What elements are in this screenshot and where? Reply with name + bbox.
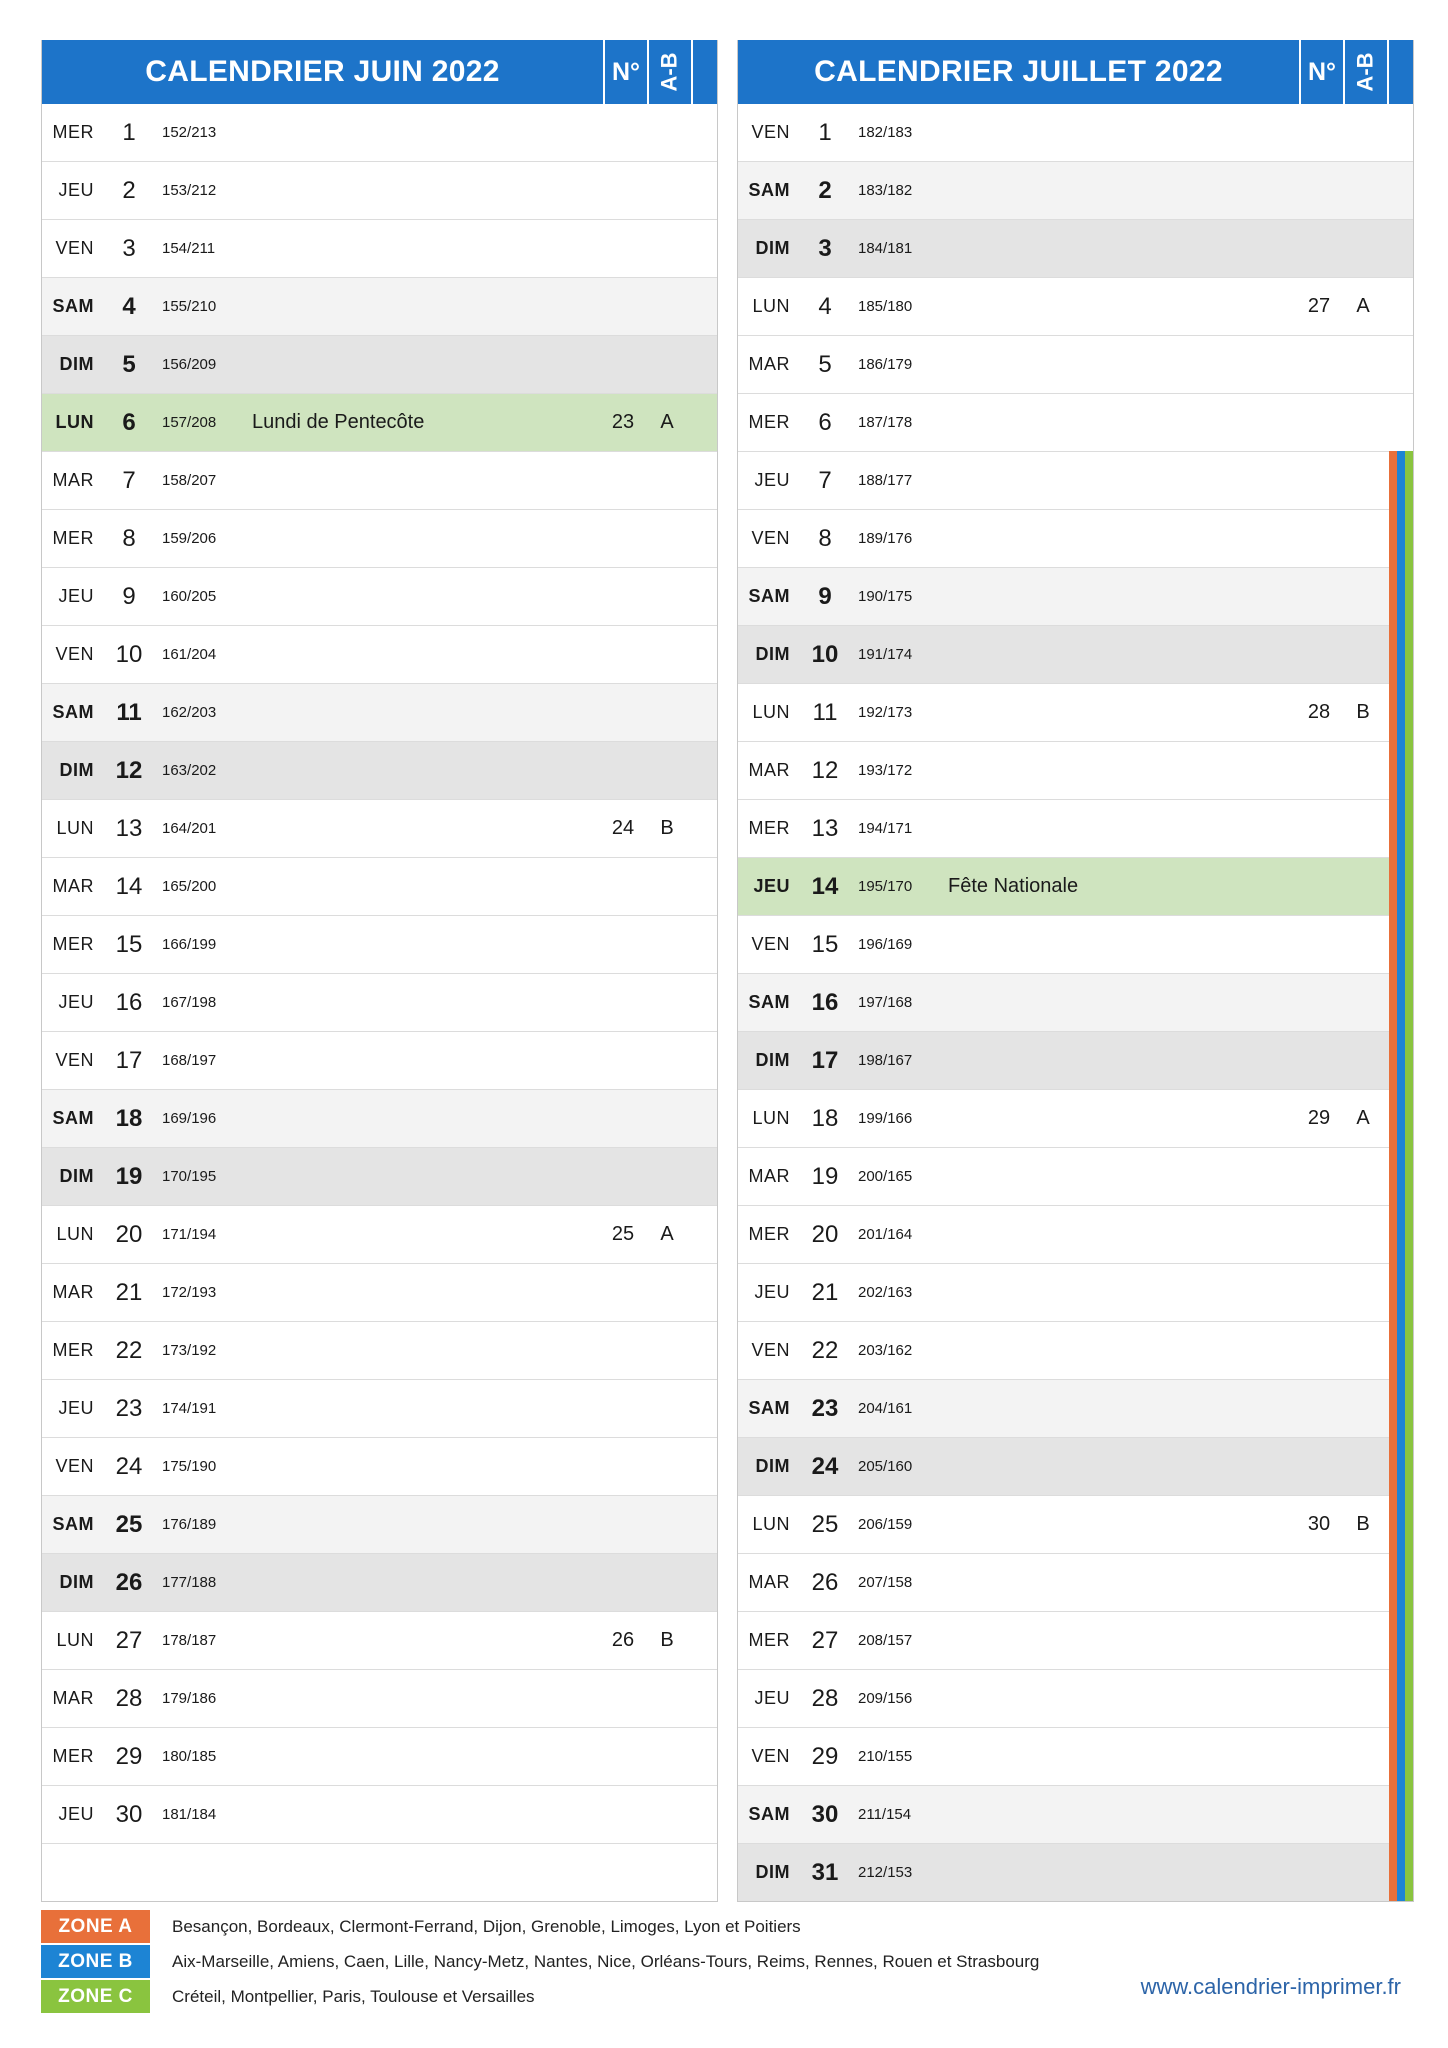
day-number: 9 (818, 583, 832, 610)
day-name: JEU (753, 876, 790, 896)
day-of-year: 167/198 (162, 994, 217, 1011)
day-row (42, 567, 717, 625)
day-row (738, 567, 1413, 625)
day-name: JEU (58, 1398, 94, 1418)
day-name: SAM (52, 1108, 94, 1128)
day-row (42, 1263, 717, 1321)
day-number: 29 (115, 1743, 143, 1770)
day-of-year: 164/201 (162, 820, 217, 837)
day-number: 23 (811, 1395, 839, 1422)
day-row (42, 277, 717, 335)
day-number: 11 (116, 699, 142, 726)
day-row (42, 219, 717, 277)
day-name: LUN (55, 412, 94, 432)
day-number: 20 (115, 1221, 143, 1248)
day-number: 17 (115, 1047, 143, 1074)
day-of-year: 169/196 (162, 1110, 217, 1127)
day-row (738, 277, 1413, 335)
day-of-year: 160/205 (162, 588, 217, 605)
day-number: 22 (811, 1337, 839, 1364)
day-number: 25 (811, 1511, 839, 1538)
day-number: 31 (811, 1859, 839, 1886)
day-number: 5 (818, 351, 832, 378)
day-number: 7 (122, 467, 136, 494)
day-row (42, 799, 717, 857)
day-of-year: 178/187 (162, 1632, 217, 1649)
day-of-year: 195/170 (858, 878, 913, 895)
day-row (738, 1031, 1413, 1089)
day-name: VEN (55, 238, 94, 258)
day-row (738, 1205, 1413, 1263)
day-name: DIM (755, 238, 790, 258)
day-number: 15 (811, 931, 839, 958)
day-row (42, 1727, 717, 1785)
day-of-year: 210/155 (858, 1748, 913, 1765)
day-number: 12 (115, 757, 143, 784)
day-of-year: 182/183 (858, 124, 913, 141)
day-of-year: 153/212 (162, 182, 217, 199)
day-number: 24 (811, 1453, 839, 1480)
day-row (738, 509, 1413, 567)
day-of-year: 154/211 (162, 240, 216, 257)
day-row (42, 1089, 717, 1147)
day-row (738, 1785, 1413, 1843)
day-of-year: 186/179 (858, 356, 913, 373)
day-number: 7 (818, 467, 832, 494)
school-holiday-zones (1389, 451, 1413, 1901)
day-row (42, 161, 717, 219)
day-name: JEU (754, 470, 790, 490)
day-of-year: 171/194 (162, 1226, 217, 1243)
day-name: LUN (752, 1514, 790, 1534)
zone-b-row (41, 1945, 1039, 1978)
day-row (42, 335, 717, 393)
day-row (738, 973, 1413, 1031)
week-ab: B (1356, 1513, 1370, 1535)
day-row (42, 451, 717, 509)
day-row (738, 451, 1413, 509)
day-number: 14 (115, 873, 143, 900)
week-number: 26 (611, 1629, 635, 1651)
day-of-year: 198/167 (858, 1052, 913, 1069)
day-number: 13 (115, 815, 143, 842)
day-number: 27 (811, 1627, 839, 1654)
day-name: SAM (52, 1514, 94, 1534)
day-name: MER (52, 934, 94, 954)
week-ab: A (660, 1223, 674, 1245)
day-row (42, 625, 717, 683)
day-number: 6 (122, 409, 136, 436)
day-name: VEN (55, 1456, 94, 1476)
website-link[interactable]: www.calendrier-imprimer.fr (1140, 1974, 1401, 1999)
day-name: JEU (754, 1282, 790, 1302)
day-row (42, 509, 717, 567)
day-name: MAR (52, 470, 94, 490)
day-name: LUN (56, 1630, 94, 1650)
zone-c-row (41, 1980, 535, 2013)
day-number: 25 (115, 1511, 143, 1538)
day-number: 3 (818, 235, 832, 262)
day-name: MER (748, 1630, 790, 1650)
zone-a-row (41, 1910, 801, 1943)
day-name: DIM (59, 354, 94, 374)
calendar-june (41, 40, 718, 1902)
day-number: 21 (811, 1279, 839, 1306)
day-of-year: 161/204 (162, 646, 217, 663)
day-row (42, 1495, 717, 1553)
day-name: VEN (751, 122, 790, 142)
day-number: 2 (818, 177, 832, 204)
day-name: VEN (55, 644, 94, 664)
day-list (42, 104, 717, 1901)
holiday-label: Fête Nationale (948, 875, 1079, 897)
zone-b-stripe (1397, 451, 1405, 1901)
day-of-year: 202/163 (858, 1284, 913, 1301)
day-row (738, 741, 1413, 799)
day-number: 1 (818, 119, 832, 146)
day-number: 16 (115, 989, 143, 1016)
week-number-header: N° (603, 40, 647, 104)
day-row (42, 1611, 717, 1669)
day-number: 3 (122, 235, 136, 262)
day-name: MER (52, 528, 94, 548)
day-name: MAR (748, 1166, 790, 1186)
day-row (738, 1089, 1413, 1147)
day-of-year: 185/180 (858, 298, 913, 315)
day-name: LUN (752, 702, 790, 722)
day-row (738, 1147, 1413, 1205)
day-of-year: 180/185 (162, 1748, 217, 1765)
day-row (738, 335, 1413, 393)
day-of-year: 158/207 (162, 472, 217, 489)
day-name: MAR (748, 760, 790, 780)
day-of-year: 200/165 (858, 1168, 913, 1185)
day-row (42, 1669, 717, 1727)
day-number: 2 (122, 177, 136, 204)
day-name: DIM (755, 1456, 790, 1476)
day-number: 24 (115, 1453, 143, 1480)
day-name: SAM (748, 992, 790, 1012)
zone-a-stripe (1389, 451, 1397, 1901)
ab-header (1343, 40, 1389, 104)
day-row (738, 1553, 1413, 1611)
day-of-year: 189/176 (858, 530, 913, 547)
day-of-year: 203/162 (858, 1342, 913, 1359)
day-name: MAR (52, 1282, 94, 1302)
day-of-year: 156/209 (162, 356, 217, 373)
zone-a-badge: ZONE A (41, 1910, 150, 1943)
day-name: MAR (748, 354, 790, 374)
day-row (738, 219, 1413, 277)
day-row (738, 1437, 1413, 1495)
month-header (42, 40, 717, 104)
day-name: MER (748, 1224, 790, 1244)
day-name: VEN (751, 1340, 790, 1360)
day-of-year: 211/154 (858, 1806, 912, 1823)
day-of-year: 172/193 (162, 1284, 217, 1301)
day-number: 30 (115, 1801, 143, 1828)
day-number: 10 (115, 641, 143, 668)
day-row (738, 1611, 1413, 1669)
day-number: 4 (122, 293, 136, 320)
day-name: DIM (59, 1572, 94, 1592)
day-of-year: 193/172 (858, 762, 913, 779)
day-number: 14 (811, 873, 839, 900)
day-row (738, 1843, 1413, 1901)
day-of-year: 212/153 (858, 1864, 913, 1881)
day-list (738, 104, 1413, 1901)
week-number: 30 (1307, 1513, 1331, 1535)
day-of-year: 177/188 (162, 1574, 217, 1591)
day-row (738, 104, 1413, 161)
day-name: VEN (751, 528, 790, 548)
day-name: MAR (52, 876, 94, 896)
day-row (42, 1785, 717, 1843)
day-number: 13 (811, 815, 839, 842)
day-number: 4 (818, 293, 832, 320)
day-of-year: 183/182 (858, 182, 913, 199)
day-row (42, 1553, 717, 1611)
empty-row (42, 1843, 717, 1901)
day-name: SAM (52, 702, 94, 722)
day-of-year: 176/189 (162, 1516, 217, 1533)
day-name: JEU (58, 992, 94, 1012)
week-number: 28 (1307, 701, 1331, 723)
day-row (738, 1263, 1413, 1321)
day-name: DIM (59, 1166, 94, 1186)
day-of-year: 184/181 (858, 240, 913, 257)
day-number: 26 (811, 1569, 839, 1596)
day-number: 15 (115, 931, 143, 958)
day-of-year: 181/184 (162, 1806, 217, 1823)
day-of-year: 188/177 (858, 472, 913, 489)
day-number: 17 (811, 1047, 839, 1074)
day-of-year: 194/171 (858, 820, 913, 837)
day-number: 5 (122, 351, 136, 378)
day-number: 16 (811, 989, 839, 1016)
zone-b-cities: Aix-Marseille, Amiens, Caen, Lille, Nancy-Metz, Nantes, Nice, Orléans-Tours, Reims, Rennes, Rouen et Strasbourg (172, 1951, 1040, 1971)
day-of-year: 192/173 (858, 704, 913, 721)
day-number: 9 (122, 583, 136, 610)
day-row (738, 1727, 1413, 1785)
week-number: 29 (1307, 1107, 1331, 1129)
day-of-year: 173/192 (162, 1342, 217, 1359)
day-row (42, 393, 717, 451)
day-of-year: 165/200 (162, 878, 217, 895)
week-number: 24 (611, 817, 635, 839)
day-number: 26 (115, 1569, 143, 1596)
day-number: 28 (115, 1685, 143, 1712)
day-of-year: 174/191 (162, 1400, 217, 1417)
day-of-year: 163/202 (162, 762, 217, 779)
day-row (42, 1031, 717, 1089)
calendar-july (737, 40, 1414, 1902)
day-name: JEU (754, 1688, 790, 1708)
week-number: 27 (1307, 295, 1331, 317)
day-name: MAR (748, 1572, 790, 1592)
day-row (738, 1669, 1413, 1727)
week-ab: B (660, 817, 674, 839)
day-number: 12 (811, 757, 839, 784)
zone-c-badge: ZONE C (41, 1980, 150, 2013)
day-of-year: 201/164 (858, 1226, 913, 1243)
day-of-year: 166/199 (162, 936, 217, 953)
month-title: CALENDRIER JUILLET 2022 (814, 55, 1223, 88)
day-name: MAR (52, 1688, 94, 1708)
day-row (738, 1495, 1413, 1553)
day-row (42, 1379, 717, 1437)
day-of-year: 190/175 (858, 588, 913, 605)
day-of-year: 199/166 (858, 1110, 913, 1127)
day-row (42, 104, 717, 161)
week-ab: A (660, 411, 674, 433)
day-of-year: 209/156 (858, 1690, 913, 1707)
day-name: SAM (748, 1398, 790, 1418)
day-row (738, 915, 1413, 973)
week-number-header: N° (1299, 40, 1343, 104)
day-name: MER (748, 412, 790, 432)
day-row (42, 915, 717, 973)
day-of-year: 191/174 (858, 646, 913, 663)
day-of-year: 205/160 (858, 1458, 913, 1475)
day-name: DIM (755, 1050, 790, 1070)
day-name: LUN (56, 818, 94, 838)
day-number: 19 (115, 1163, 143, 1190)
day-row (738, 683, 1413, 741)
day-name: DIM (755, 1862, 790, 1882)
day-number: 29 (811, 1743, 839, 1770)
day-name: SAM (748, 180, 790, 200)
day-name: SAM (52, 296, 94, 316)
day-row (42, 1321, 717, 1379)
day-number: 28 (811, 1685, 839, 1712)
day-of-year: 208/157 (858, 1632, 913, 1649)
day-row (738, 1321, 1413, 1379)
zone-a-cities: Besançon, Bordeaux, Clermont-Ferrand, Dijon, Grenoble, Limoges, Lyon et Poitiers (172, 1916, 801, 1936)
day-of-year: 207/158 (858, 1574, 913, 1591)
day-number: 8 (122, 525, 136, 552)
day-of-year: 159/206 (162, 530, 217, 547)
day-row (738, 857, 1413, 915)
day-of-year: 157/208 (162, 414, 217, 431)
week-ab: B (1356, 701, 1370, 723)
month-title: CALENDRIER JUIN 2022 (145, 55, 500, 88)
day-of-year: 175/190 (162, 1458, 217, 1475)
week-number: 25 (611, 1223, 635, 1245)
day-name: DIM (59, 760, 94, 780)
day-row (42, 741, 717, 799)
day-number: 8 (818, 525, 832, 552)
day-name: DIM (755, 644, 790, 664)
day-name: LUN (56, 1224, 94, 1244)
day-number: 11 (812, 699, 838, 726)
day-name: JEU (58, 586, 94, 606)
week-ab: B (660, 1629, 674, 1651)
day-of-year: 168/197 (162, 1052, 217, 1069)
day-number: 10 (811, 641, 839, 668)
day-of-year: 162/203 (162, 704, 217, 721)
day-row (42, 1205, 717, 1263)
day-of-year: 206/159 (858, 1516, 913, 1533)
day-of-year: 187/178 (858, 414, 913, 431)
zone-b-badge: ZONE B (41, 1945, 150, 1978)
day-row (738, 799, 1413, 857)
day-name: LUN (752, 1108, 790, 1128)
day-number: 30 (811, 1801, 839, 1828)
week-ab: A (1356, 1107, 1370, 1129)
day-name: VEN (55, 1050, 94, 1070)
day-number: 23 (115, 1395, 143, 1422)
day-number: 20 (811, 1221, 839, 1248)
day-of-year: 204/161 (858, 1400, 913, 1417)
zone-c-cities: Créteil, Montpellier, Paris, Toulouse et Versailles (172, 1986, 535, 2006)
ab-header-label: A-B (656, 52, 682, 92)
day-number: 21 (115, 1279, 143, 1306)
day-name: VEN (751, 934, 790, 954)
day-row (42, 973, 717, 1031)
day-name: MER (748, 818, 790, 838)
day-number: 1 (122, 119, 136, 146)
day-row (738, 161, 1413, 219)
day-of-year: 197/168 (858, 994, 913, 1011)
day-name: MER (52, 1746, 94, 1766)
day-name: SAM (748, 1804, 790, 1824)
day-of-year: 179/186 (162, 1690, 217, 1707)
day-of-year: 170/195 (162, 1168, 217, 1185)
day-number: 18 (115, 1105, 143, 1132)
day-row (42, 857, 717, 915)
day-name: SAM (748, 586, 790, 606)
day-of-year: 196/169 (858, 936, 913, 953)
day-name: JEU (58, 1804, 94, 1824)
week-ab: A (1356, 295, 1370, 317)
day-row (738, 1379, 1413, 1437)
month-header (738, 40, 1413, 104)
day-row (42, 683, 717, 741)
ab-header-label: A-B (1352, 52, 1378, 92)
day-of-year: 152/213 (162, 124, 217, 141)
day-number: 18 (811, 1105, 839, 1132)
day-row (42, 1437, 717, 1495)
day-name: JEU (58, 180, 94, 200)
day-of-year: 155/210 (162, 298, 217, 315)
day-row (738, 393, 1413, 451)
day-name: MER (52, 122, 94, 142)
week-number: 23 (611, 411, 635, 433)
day-row (738, 625, 1413, 683)
zone-c-stripe (1405, 451, 1413, 1901)
holiday-label: Lundi de Pentecôte (252, 411, 425, 433)
day-name: LUN (752, 296, 790, 316)
day-number: 19 (811, 1163, 839, 1190)
day-name: MER (52, 1340, 94, 1360)
ab-header (647, 40, 693, 104)
day-row (42, 1147, 717, 1205)
day-number: 6 (818, 409, 832, 436)
day-name: VEN (751, 1746, 790, 1766)
day-number: 22 (115, 1337, 143, 1364)
day-number: 27 (115, 1627, 143, 1654)
